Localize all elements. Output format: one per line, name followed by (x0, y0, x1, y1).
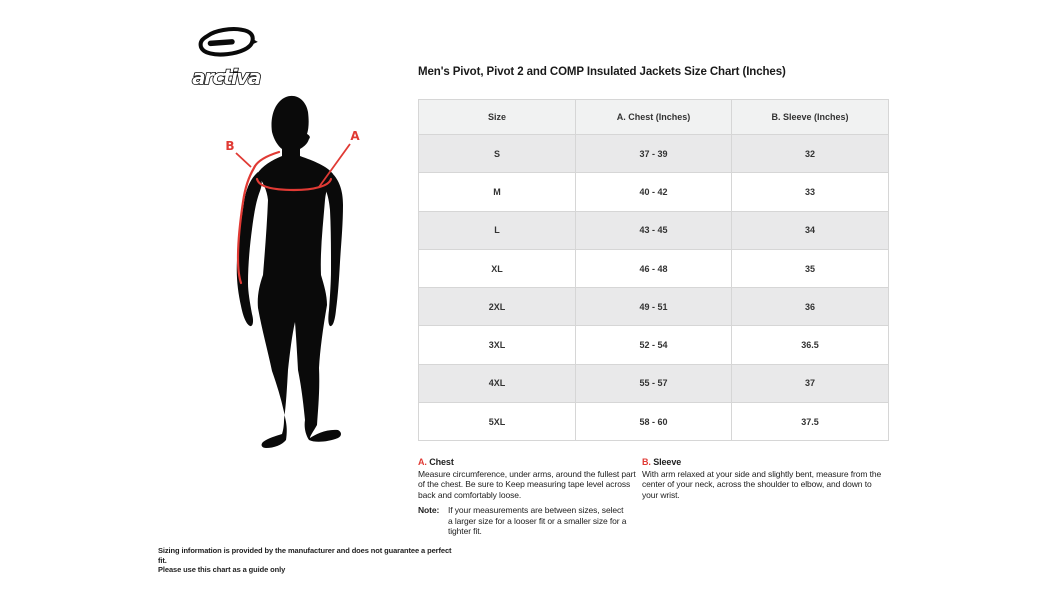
table-row (419, 364, 889, 402)
sleeve-note-title-text: Sleeve (653, 457, 682, 467)
cell-sleeve: 32 (732, 135, 889, 173)
cell-sleeve: 36.5 (732, 326, 889, 364)
cell-sleeve: 36 (732, 288, 889, 326)
disclaimer-line-1: Sizing information is provided by the manufacturer and does not guarantee a perfect fit. (158, 546, 452, 565)
table-header-row (419, 100, 889, 135)
cell-chest: 43 - 45 (576, 211, 732, 249)
cell-sleeve: 34 (732, 211, 889, 249)
sleeve-note-marker: B. (642, 457, 651, 467)
table-row (419, 211, 889, 249)
sleeve-note-title (642, 457, 888, 468)
cell-chest: 55 - 57 (576, 364, 732, 402)
chest-label-a: A (350, 129, 360, 143)
chest-note-marker: A. (418, 457, 427, 467)
size-table (418, 99, 889, 441)
cell-sleeve: 37 (732, 364, 889, 402)
cell-sleeve: 37.5 (732, 403, 889, 441)
cell-size: 5XL (419, 403, 576, 441)
cell-chest: 52 - 54 (576, 326, 732, 364)
cell-chest: 46 - 48 (576, 249, 732, 287)
fit-note-body: If your measurements are between sizes, select a larger size for a looser fit or a smaller size for a tighter fit. (448, 505, 627, 536)
cell-size: 3XL (419, 326, 576, 364)
col-header-sleeve: B. Sleeve (Inches) (732, 100, 889, 135)
fit-note (418, 505, 630, 537)
cell-size: S (419, 135, 576, 173)
arctiva-logo (170, 25, 282, 91)
table-row (419, 326, 889, 364)
cell-size: XL (419, 249, 576, 287)
logo-wordmark-text: arctiva (192, 65, 260, 89)
table-row (419, 288, 889, 326)
disclaimer-line-2: Please use this chart as a guide only (158, 565, 286, 574)
table-row (419, 173, 889, 211)
chest-note-title-text: Chest (429, 457, 454, 467)
cell-sleeve: 35 (732, 249, 889, 287)
col-header-chest: A. Chest (Inches) (576, 100, 732, 135)
sleeve-label-leader (236, 153, 251, 167)
arctiva-logo-wordmark (170, 65, 282, 91)
cell-size: 4XL (419, 364, 576, 402)
page-title: Men's Pivot, Pivot 2 and COMP Insulated Jackets Size Chart (Inches) (418, 66, 786, 78)
chest-note (418, 457, 640, 500)
disclaimer (158, 546, 458, 575)
cell-size: 2XL (419, 288, 576, 326)
cell-size: L (419, 211, 576, 249)
cell-size: M (419, 173, 576, 211)
cell-chest: 58 - 60 (576, 403, 732, 441)
col-header-size: Size (419, 100, 576, 135)
chest-note-title (418, 457, 640, 468)
fit-note-label: Note: (418, 505, 440, 515)
chest-note-body: Measure circumference, under arms, around the fullest part of the chest. Be sure to Keep measuring tape level across back and comfortably loose. (418, 468, 636, 500)
sleeve-note-body: With arm relaxed at your side and slightly bent, measure from the center of your neck, across the shoulder to elbow, and down to your wrist. (642, 468, 882, 500)
measurement-figure (210, 90, 400, 470)
cell-sleeve: 33 (732, 173, 889, 211)
table-row (419, 249, 889, 287)
sleeve-note (642, 457, 888, 500)
table-row (419, 403, 889, 441)
male-silhouette (257, 96, 341, 448)
cell-chest: 49 - 51 (576, 288, 732, 326)
table-row (419, 135, 889, 173)
cell-chest: 40 - 42 (576, 173, 732, 211)
cell-chest: 37 - 39 (576, 135, 732, 173)
sleeve-label-b: B (225, 139, 235, 153)
arctiva-logo-emblem (192, 25, 264, 67)
